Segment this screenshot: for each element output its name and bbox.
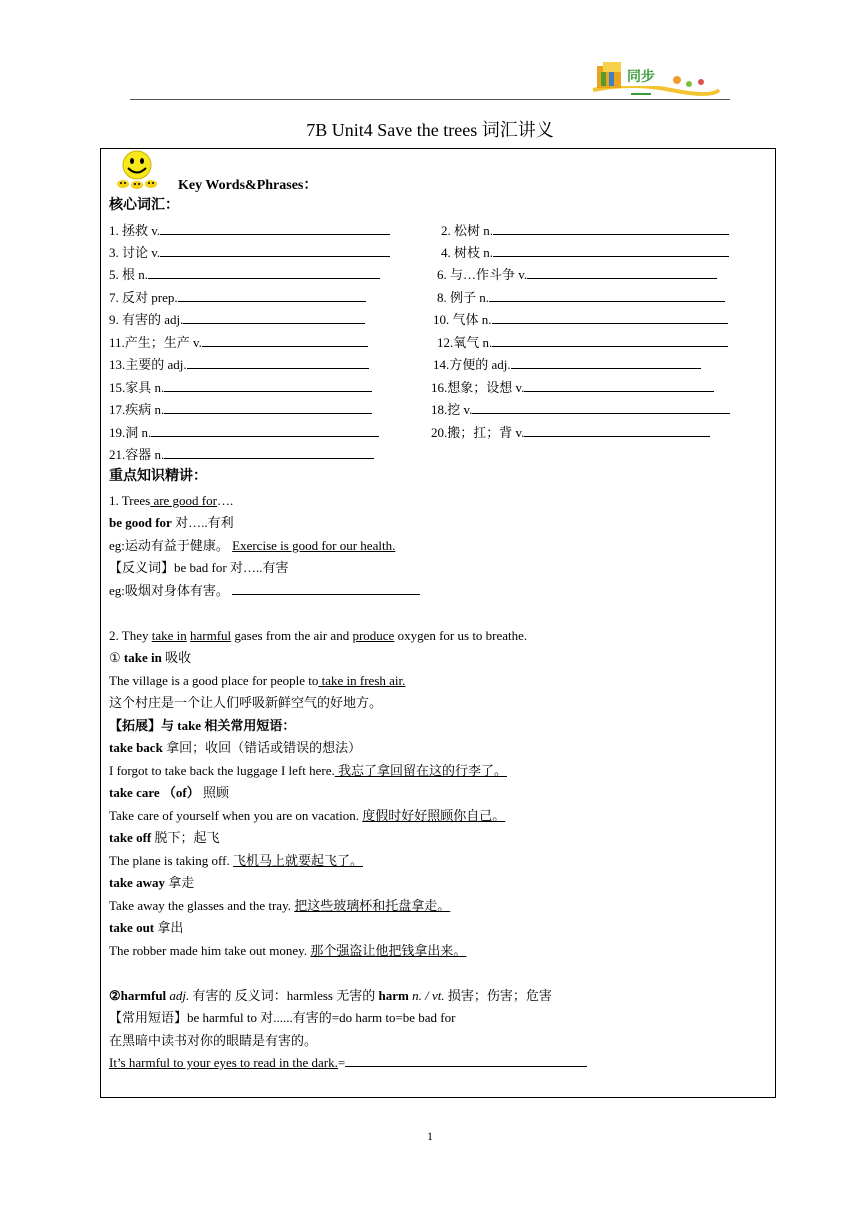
vocab-item: 16.想象；设想 v. <box>431 379 714 397</box>
extension-heading: 【拓展】与 take 相关常用短语： <box>109 718 296 733</box>
example-take-off: The plane is taking off. 飞机马上就要起飞了。 <box>109 853 363 868</box>
core-vocab-heading: 核心词汇： <box>109 198 179 213</box>
vocab-item: 8. 例子 n. <box>437 289 725 307</box>
vocab-item: 9. 有害的 adj. <box>109 311 365 329</box>
vocab-item: 15.家具 n. <box>109 379 372 397</box>
point-2-sentence: 2. They take in harmful gases from the air and produce oxygen for us to breathe. <box>109 628 528 643</box>
smiley-icon <box>113 150 165 190</box>
vocab-item: 20.搬；扛；背 v. <box>431 424 710 442</box>
vocab-item: 19.洞 n. <box>109 424 379 442</box>
common-phrases: 【常用短语】be harmful to 对......有害的=do harm to=be bad for <box>109 1010 456 1025</box>
harmful-example-en: It’s harmful to your eyes to read in the dark.= <box>109 1054 587 1072</box>
vocab-item: 17.疾病 n. <box>109 401 372 419</box>
phrase-take-care: take care （of） 照顾 <box>109 785 229 800</box>
vocab-item: 13.主要的 adj. <box>109 356 369 374</box>
phrase-take-away: take away 拿走 <box>109 875 195 890</box>
vocab-item: 1. 拯救 v. <box>109 222 390 240</box>
page-number: 1 <box>427 1129 433 1143</box>
header-rule <box>130 99 730 100</box>
key-knowledge-heading: 重点知识精讲： <box>109 469 207 484</box>
example-smoking: eg:吸烟对身体有害。 <box>109 582 420 600</box>
logo-text: 同步 <box>627 69 655 85</box>
phrase-take-out: take out 拿出 <box>109 920 184 935</box>
example-exercise: eg:运动有益于健康。 Exercise is good for our health. <box>109 538 396 553</box>
example-take-care: Take care of yourself when you are on vacation. 度假时好好照顾你自己。 <box>109 808 506 823</box>
tongbu-logo <box>591 60 721 98</box>
document-title: 7B Unit4 Save the trees 词汇讲义 <box>306 120 554 140</box>
phrase-take-off: take off 脱下；起飞 <box>109 830 220 845</box>
vocab-item: 11.产生；生产 v. <box>109 334 368 352</box>
antonym-be-bad-for: 【反义词】be bad for 对…..有害 <box>109 560 289 575</box>
vocab-item: 18.挖 v. <box>431 401 730 419</box>
example-village-cn: 这个村庄是一个让人们呼吸新鲜空气的好地方。 <box>109 695 383 710</box>
vocab-item: 3. 讨论 v. <box>109 244 390 262</box>
vocab-item: 21.容器 n. <box>109 446 374 464</box>
phrase-take-back: take back 拿回；收回（错话或错误的想法） <box>109 740 362 755</box>
vocab-item: 6. 与…作斗争 v. <box>437 266 717 284</box>
point-1-sentence: 1. Trees are good for…. <box>109 493 234 508</box>
example-take-back: I forgot to take back the luggage I left here. 我忘了拿回留在这的行李了。 <box>109 763 507 778</box>
vocab-item: 5. 根 n. <box>109 266 380 284</box>
vocab-item: 7. 反对 prep. <box>109 289 366 307</box>
vocab-item: 14.方便的 adj. <box>433 356 701 374</box>
vocab-item: 2. 松树 n. <box>441 222 729 240</box>
harmful-example-cn: 在黑暗中读书对你的眼睛是有害的。 <box>109 1033 318 1048</box>
vocab-item: 10. 气体 n. <box>433 311 728 329</box>
phrase-be-good-for: be good for 对…..有利 <box>109 515 234 530</box>
harmful-definition: ②harmful adj. 有害的 反义词：harmless 无害的 harm n. / vt. 损害；伤害；危害 <box>109 988 552 1003</box>
key-words-heading: Key Words&Phrases： <box>178 178 318 193</box>
example-take-out: The robber made him take out money. 那个强盗让他把钱拿出来。 <box>109 943 467 958</box>
vocab-item: 12.氧气 n. <box>437 334 728 352</box>
example-village: The village is a good place for people to take in fresh air. <box>109 673 406 688</box>
phrase-take-in: ① take in 吸收 <box>109 650 192 665</box>
example-take-away: Take away the glasses and the tray. 把这些玻璃杯和托盘拿走。 <box>109 898 451 913</box>
vocab-item: 4. 树枝 n. <box>441 244 729 262</box>
